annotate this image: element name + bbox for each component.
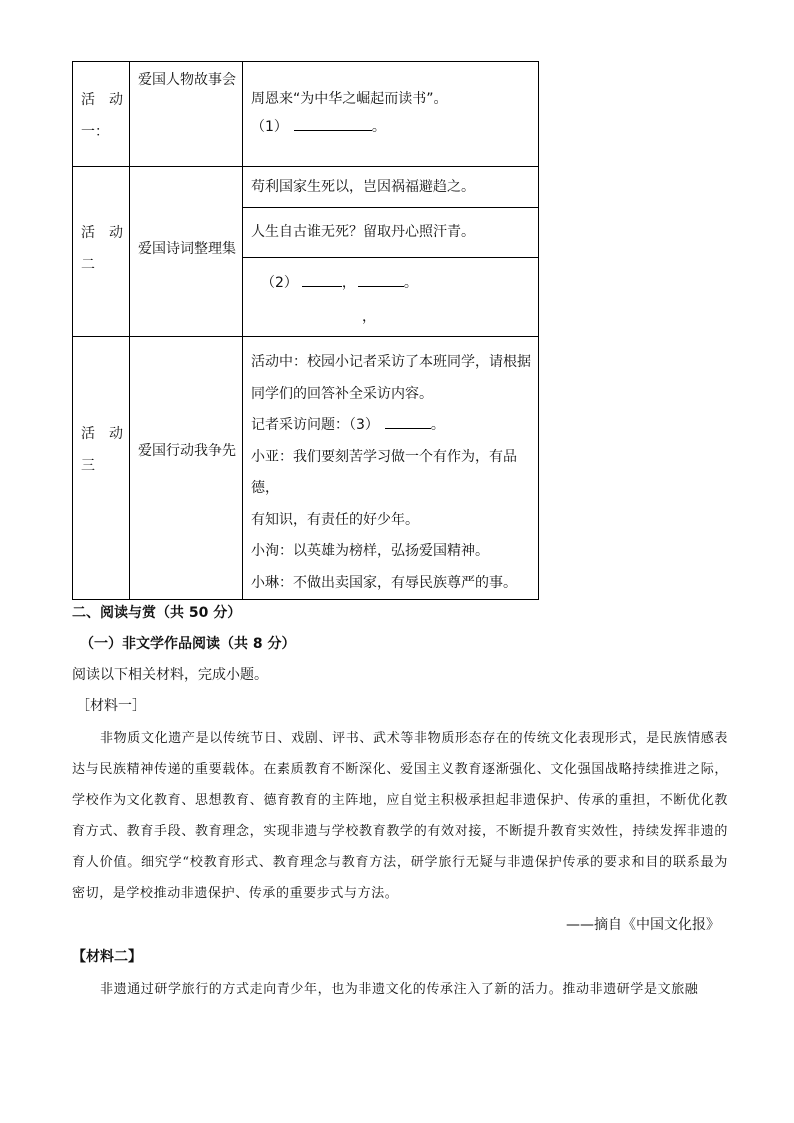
section-title: 二、阅读与赏（共 50 分） xyxy=(72,605,242,621)
activity-1-label: 活 动 一： xyxy=(73,62,130,167)
activity-row-3 xyxy=(73,337,539,600)
activity-3-name: 爱国行动我争先 xyxy=(130,337,243,600)
activity-2-label: 活 动 二 xyxy=(73,167,130,337)
activity-3-content: 活动中：校园小记者采访了本班同学，请根据 同学们的回答补全采访内容。 记者采访问题：（3） 。 小亚：我们要刻苦学习做一个有作为，有品德， 有知识，有责任的好少年。 小洵：以英雄为榜样，弘扬爱国精神。 小琳：不做出卖国家，有辱民族尊严的事。 xyxy=(243,337,539,600)
activity-row-1 xyxy=(73,62,539,167)
poem-cell-1: 苟利国家生死以，岂因祸福避趋之。 xyxy=(243,167,539,208)
activity-1-name: 爱国人物故事会 xyxy=(130,62,243,167)
activity-1-content: 周恩来“为中华之崛起而读书”。 （1） 。 xyxy=(243,62,539,167)
activity-table xyxy=(72,61,539,600)
material-1-label: ［材料一］ xyxy=(76,698,146,714)
activity-3-label: 活 动 三 xyxy=(73,337,130,600)
answer-blank-2a[interactable] xyxy=(302,272,342,287)
answer-blank-2b[interactable] xyxy=(358,272,404,287)
poem-cell-2: 人生自古谁无死？留取丹心照汗青。 xyxy=(243,208,539,257)
material-2-text: 非遗通过研学旅行的方式走向青少年，也为非遗文化的传承注入了新的活力。推动非遗研学是文旅融 xyxy=(100,982,699,997)
poem-answer-cell: （2） ， 。 ， xyxy=(243,257,539,336)
material-2-label: 【材料二】 xyxy=(72,949,142,965)
material-1-text: 非物质文化遗产是以传统节日、戏剧、评书、武术等非物质形态存在的传统文化表现形式，是民族情感表达与民族精神传递的重要载体。在素质教育不断深化、爱国主义教育逐渐强化、文化强国战略持续推进之际，学校作为文化教育、思想教育、德育教育的主阵地，应自觉主积极承担起非遗保护、传承的重担，不断优化教育方式、教育手段、教育理念，实现非遗与学校教育教学的有效对接，不断提升教育实效性，持续发挥非遗的育人价值。细究学“校教育形式、教育理念与教育方法，研学旅行无疑与非遗保护传承的要求和目的联系最为密切，是学校推动非遗保护、传承的重要步式与方法。 xyxy=(72,731,728,901)
answer-blank-1[interactable] xyxy=(294,116,372,131)
activity-2-name: 爱国诗词整理集 xyxy=(130,167,243,337)
reading-instruction: 阅读以下相关材料，完成小题。 xyxy=(72,667,268,683)
activity-row-2 xyxy=(73,167,539,208)
material-1-source: ——摘自《中国文化报》 xyxy=(566,917,720,933)
subsection-title: （一）非文学作品阅读（共 8 分） xyxy=(80,636,296,652)
answer-blank-3[interactable] xyxy=(385,414,431,429)
